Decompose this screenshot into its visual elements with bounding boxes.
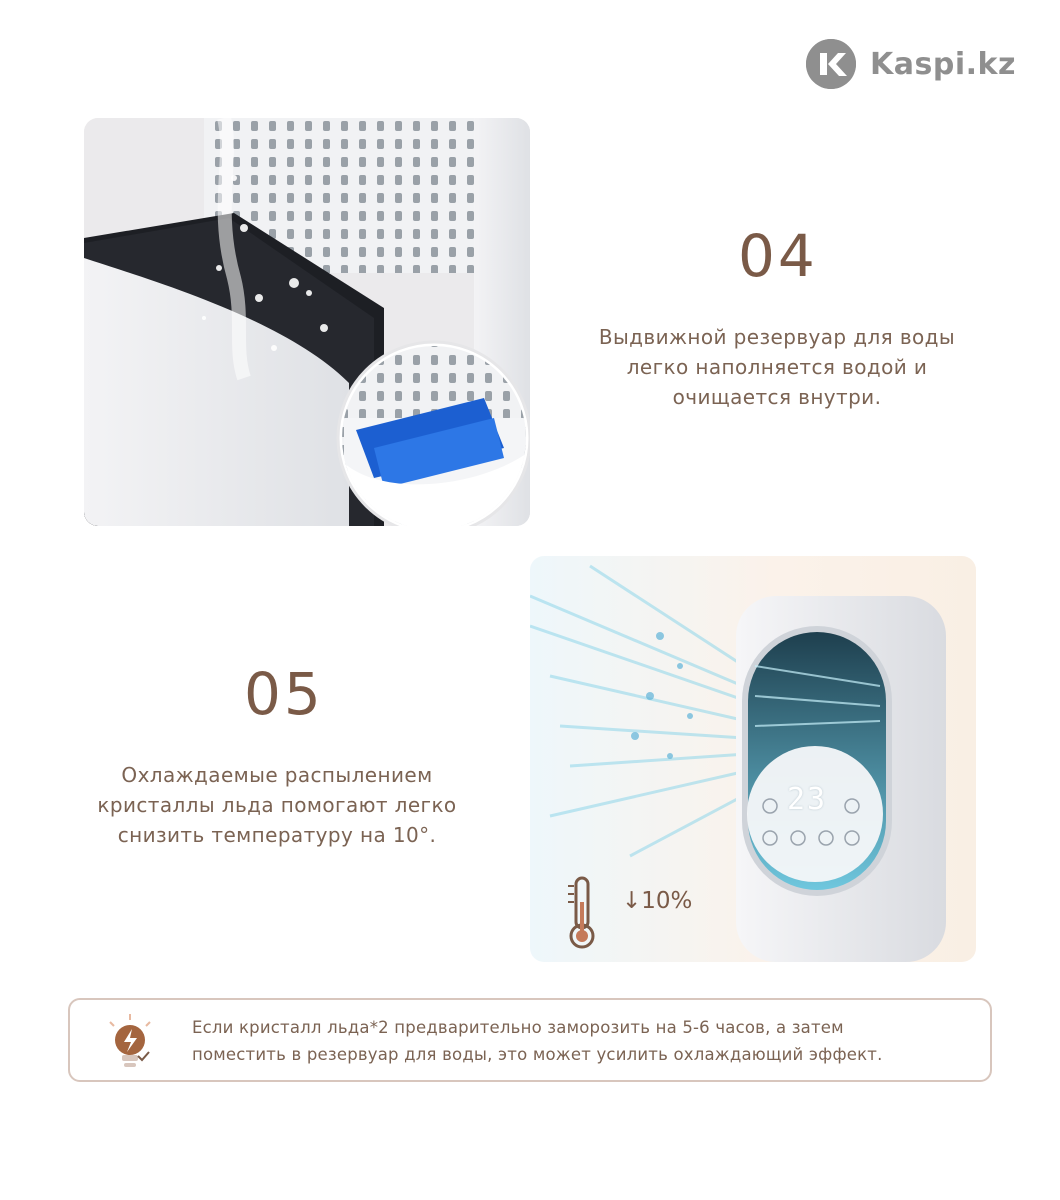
feature-04-line: легко наполняется водой и [626,355,928,379]
feature-04-number: 04 [738,222,818,290]
feature-05-line: снизить температуру на 10°. [117,823,437,847]
kaspi-logo[interactable] [806,38,1016,90]
tip-line: поместить в резервуар для воды, это может усилить охлаждающий эффект. [192,1045,883,1064]
feature-04-line: Выдвижной резервуар для воды [598,325,956,349]
tip-line: Если кристалл льда*2 предварительно заморозить на 5-6 часов, а затем [192,1018,844,1037]
water-tank-photo [84,118,530,526]
temperature-drop-label: ↓10% [622,888,693,914]
brand-name: Kaspi.kz [870,46,1016,82]
feature-05-description [60,760,494,850]
tip-text [192,1014,982,1068]
tip-note [68,998,992,1082]
feature-04-line: очищается внутри. [672,385,882,409]
feature-04-description [562,322,992,412]
feature-05-number: 05 [244,660,324,728]
kaspi-logo-icon [806,39,856,89]
device-display: 23 [787,782,828,817]
feature-05-line: кристаллы льда помогают легко [97,793,457,817]
lightbulb-icon [100,1012,160,1072]
feature-05-line: Охлаждаемые распылением [121,763,433,787]
spray-cooler-photo [530,556,976,962]
